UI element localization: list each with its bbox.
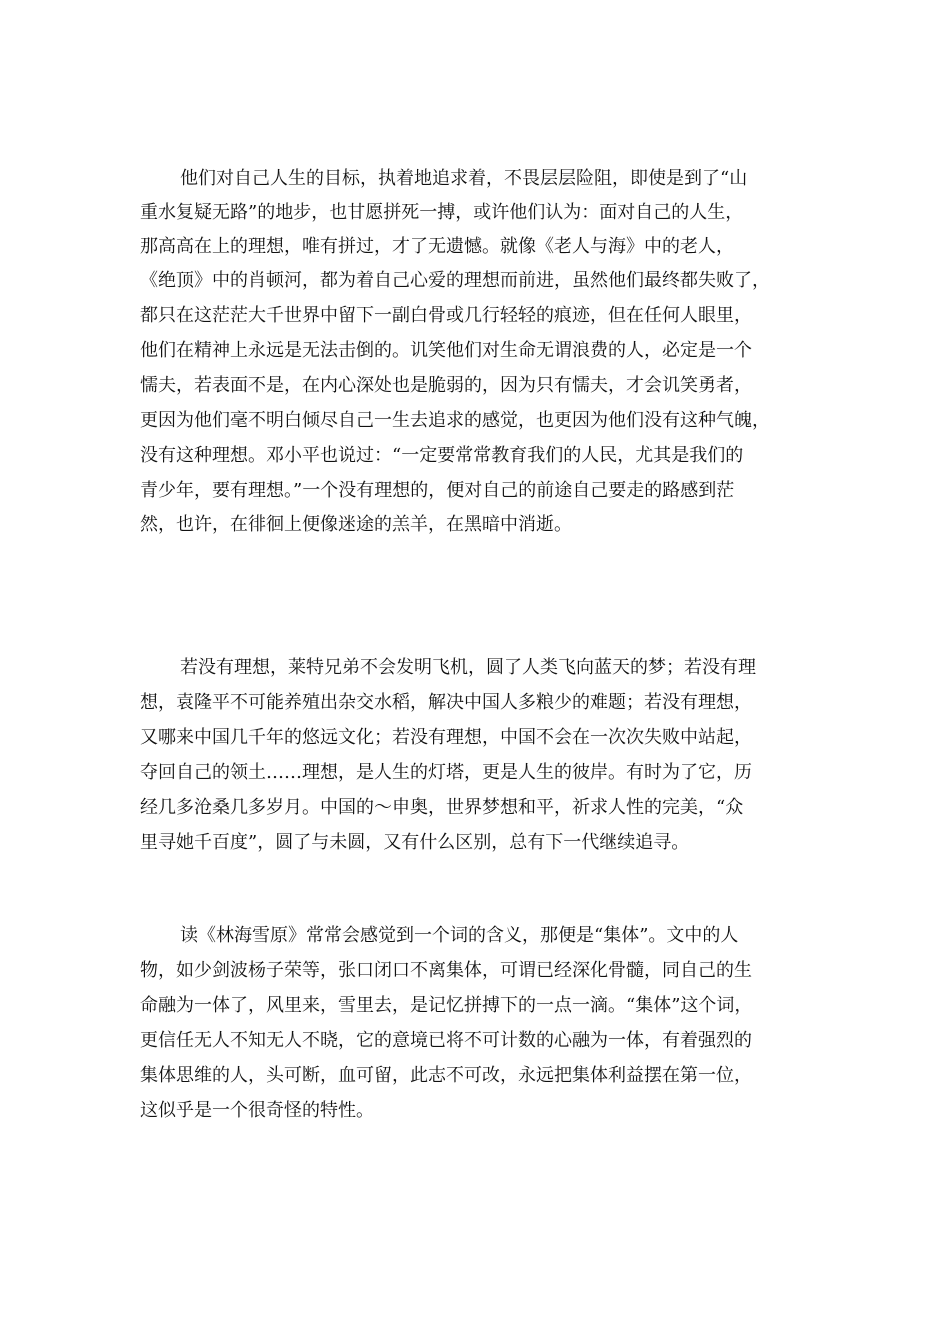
text-line: 经几多沧桑几多岁月。中国的～申奥，世界梦想和平，祈求人性的完美，“众 (140, 797, 744, 818)
text-line: 更因为他们毫不明白倾尽自己一生去追求的感觉，也更因为他们没有这种气魄， (140, 410, 770, 431)
text-line: 集体思维的人，头可断，血可留，此志不可改，永远把集体利益摆在第一位， (140, 1065, 752, 1086)
text-line: 青少年，要有理想。”一个没有理想的，便对自己的前途自己要走的路感到茫 (140, 480, 735, 501)
text-line: 又哪来中国几千年的悠远文化；若没有理想，中国不会在一次次失败中站起， (140, 727, 752, 748)
text-line: 那高高在上的理想，唯有拼过，才了无遗憾。就像《老人与海》中的老人， (140, 236, 734, 257)
text-line: 夺回自己的领土……理想，是人生的灯塔，更是人生的彼岸。有时为了它，历 (140, 762, 752, 783)
text-line: 更信任无人不知无人不晓，它的意境已将不可计数的心融为一体，有着强烈的 (140, 1030, 752, 1051)
text-line: 里寻她千百度”，圆了与未圆，又有什么区别，总有下一代继续追寻。 (140, 832, 690, 853)
text-line: 读《林海雪原》常常会感觉到一个词的含义，那便是“集体”。文中的人 (180, 925, 739, 946)
text-line: 都只在这茫茫大千世界中留下一副白骨或几行轻轻的痕迹，但在任何人眼里， (140, 305, 752, 326)
text-line: 他们在精神上永远是无法击倒的。讥笑他们对生命无谓浪费的人，必定是一个 (140, 340, 752, 361)
text-line: 懦夫，若表面不是，在内心深处也是脆弱的，因为只有懦夫，才会讥笑勇者， (140, 375, 752, 396)
text-line: 想，袁隆平不可能养殖出杂交水稻，解决中国人多粮少的难题；若没有理想， (140, 692, 752, 713)
text-line: 没有这种理想。邓小平也说过：“一定要常常教育我们的人民，尤其是我们的 (140, 445, 744, 466)
text-line: 这似乎是一个很奇怪的特性。 (140, 1100, 374, 1121)
text-line: 《绝顶》中的肖顿河，都为着自己心爱的理想而前进，虽然他们最终都失败了， (140, 270, 770, 291)
text-line: 物，如少剑波杨子荣等，张口闭口不离集体，可谓已经深化骨髓，同自己的生 (140, 960, 752, 981)
text-line: 命融为一体了，风里来，雪里去，是记忆拼搏下的一点一滴。“集体”这个词， (140, 995, 753, 1016)
text-line: 若没有理想，莱特兄弟不会发明飞机，圆了人类飞向蓝天的梦；若没有理 (180, 657, 756, 678)
text-line: 他们对自己人生的目标，执着地追求着，不畏层层险阻，即使是到了“山 (180, 168, 748, 189)
text-line: 重水复疑无路”的地步，也甘愿拼死一搏，或许他们认为：面对自己的人生， (140, 202, 744, 223)
text-line: 然，也许，在徘徊上便像迷途的羔羊，在黑暗中消逝。 (140, 514, 572, 535)
